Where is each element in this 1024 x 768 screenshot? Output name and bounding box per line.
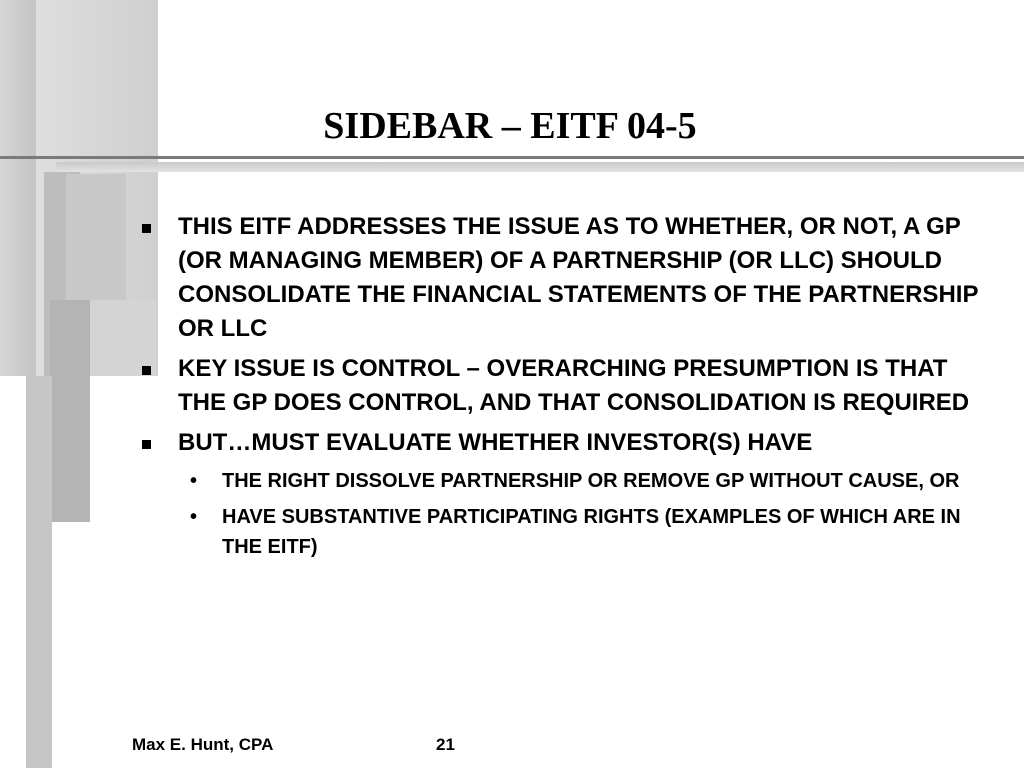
title-divider-shadow — [56, 162, 1024, 172]
square-bullet-icon — [142, 224, 151, 233]
decorative-bar — [66, 174, 126, 300]
sub-bullet-item — [138, 502, 988, 562]
decorative-bar — [0, 0, 36, 376]
bullet-item — [138, 210, 988, 346]
footer-page-number: 21 — [436, 735, 455, 754]
slide-title: SIDEBAR – EITF 04-5 — [323, 105, 697, 147]
bullet-item — [138, 426, 988, 460]
sub-bullet-text: THE RIGHT DISSOLVE PARTNERSHIP OR REMOVE GP WITHOUT CAUSE, OR — [222, 470, 960, 492]
bullet-item — [138, 352, 988, 420]
bullet-text: THIS EITF ADDRESSES THE ISSUE AS TO WHETHER, OR NOT, A GP (OR MANAGING MEMBER) OF A PARTNERSHIP (OR LLC) SHOULD CONSOLIDATE THE FINANCIAL STATEMENTS OF THE PARTNERSHIP OR LLC — [178, 213, 979, 342]
dot-bullet-icon: • — [190, 470, 198, 492]
decorative-bar — [26, 376, 52, 768]
sub-bullet-text: HAVE SUBSTANTIVE PARTICIPATING RIGHTS (EXAMPLES OF WHICH ARE IN THE EITF) — [222, 506, 961, 558]
square-bullet-icon — [142, 440, 151, 449]
slide-content — [138, 210, 988, 568]
decorative-bar — [50, 300, 90, 522]
square-bullet-icon — [142, 366, 151, 375]
bullet-text: BUT…MUST EVALUATE WHETHER INVESTOR(S) HAVE — [178, 429, 813, 456]
dot-bullet-icon: • — [190, 506, 198, 528]
footer-author: Max E. Hunt, CPA — [132, 735, 274, 754]
title-divider — [0, 156, 1024, 159]
sub-bullet-item — [138, 466, 988, 496]
bullet-text: KEY ISSUE IS CONTROL – OVERARCHING PRESUMPTION IS THAT THE GP DOES CONTROL, AND THAT CONSOLIDATION IS REQUIRED — [178, 355, 970, 416]
